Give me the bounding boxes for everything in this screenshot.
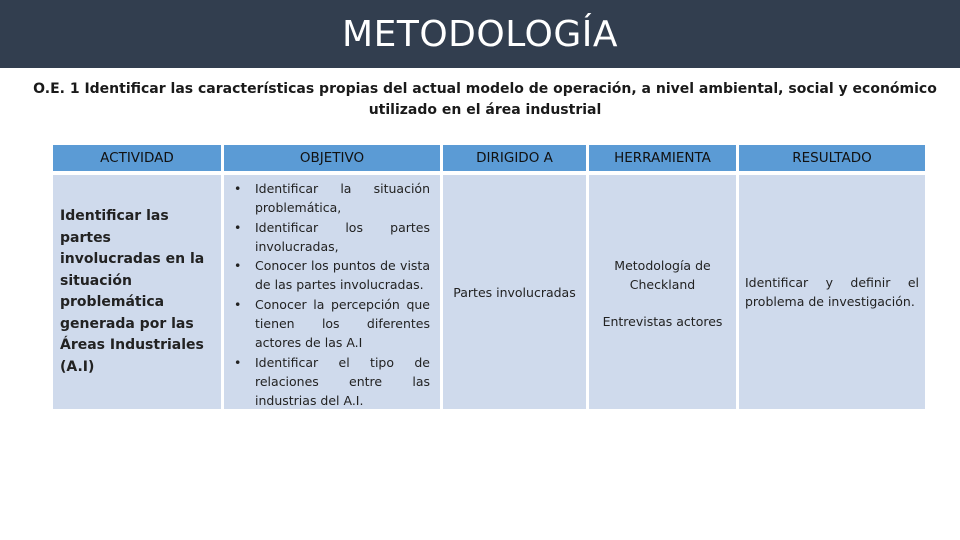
header-actividad: ACTIVIDAD [53,145,221,171]
resultado-text: Identificar y definir el problema de investigación. [745,274,919,309]
header-herramienta: HERRAMIENTA [589,145,736,171]
title-bar [0,0,960,68]
objetivo-item: • Identificar los partes involucradas, [234,218,430,257]
herramienta-item: Metodología de Checkland [614,257,711,292]
methodology-table [53,145,925,409]
cell-resultado [739,175,925,409]
dirigido-text: Partes involucradas [453,284,576,300]
objetivo-item: • Identificar el tipo de relaciones entre las industrias del A.I. [234,353,430,411]
header-resultado: RESULTADO [739,145,925,171]
objetivo-item: • Conocer la percepción que tienen los diferentes actores de las A.I [234,295,430,353]
objetivo-list [234,179,430,411]
objective-statement: O.E. 1 Identificar las características propias del actual modelo de operación, a nivel ambiental, social y económico utilizado en el área industrial [33,81,937,118]
objetivo-item: • Identificar la situación problemática, [234,179,430,218]
cell-dirigido [443,175,586,409]
objetivo-item: • Conocer los puntos de vista de las partes involucradas. [234,256,430,295]
page-title: METODOLOGÍA [342,13,618,55]
header-dirigido: DIRIGIDO A [443,145,586,171]
herramienta-item: Entrevistas actores [602,313,723,329]
actividad-text: Identificar las partes involucradas en la situación problemática generada por las Áreas Industriales (A.I) [60,208,205,375]
cell-herramienta [589,175,736,409]
header-objetivo: OBJETIVO [224,145,440,171]
cell-actividad [53,175,221,409]
cell-objetivo [224,175,440,409]
